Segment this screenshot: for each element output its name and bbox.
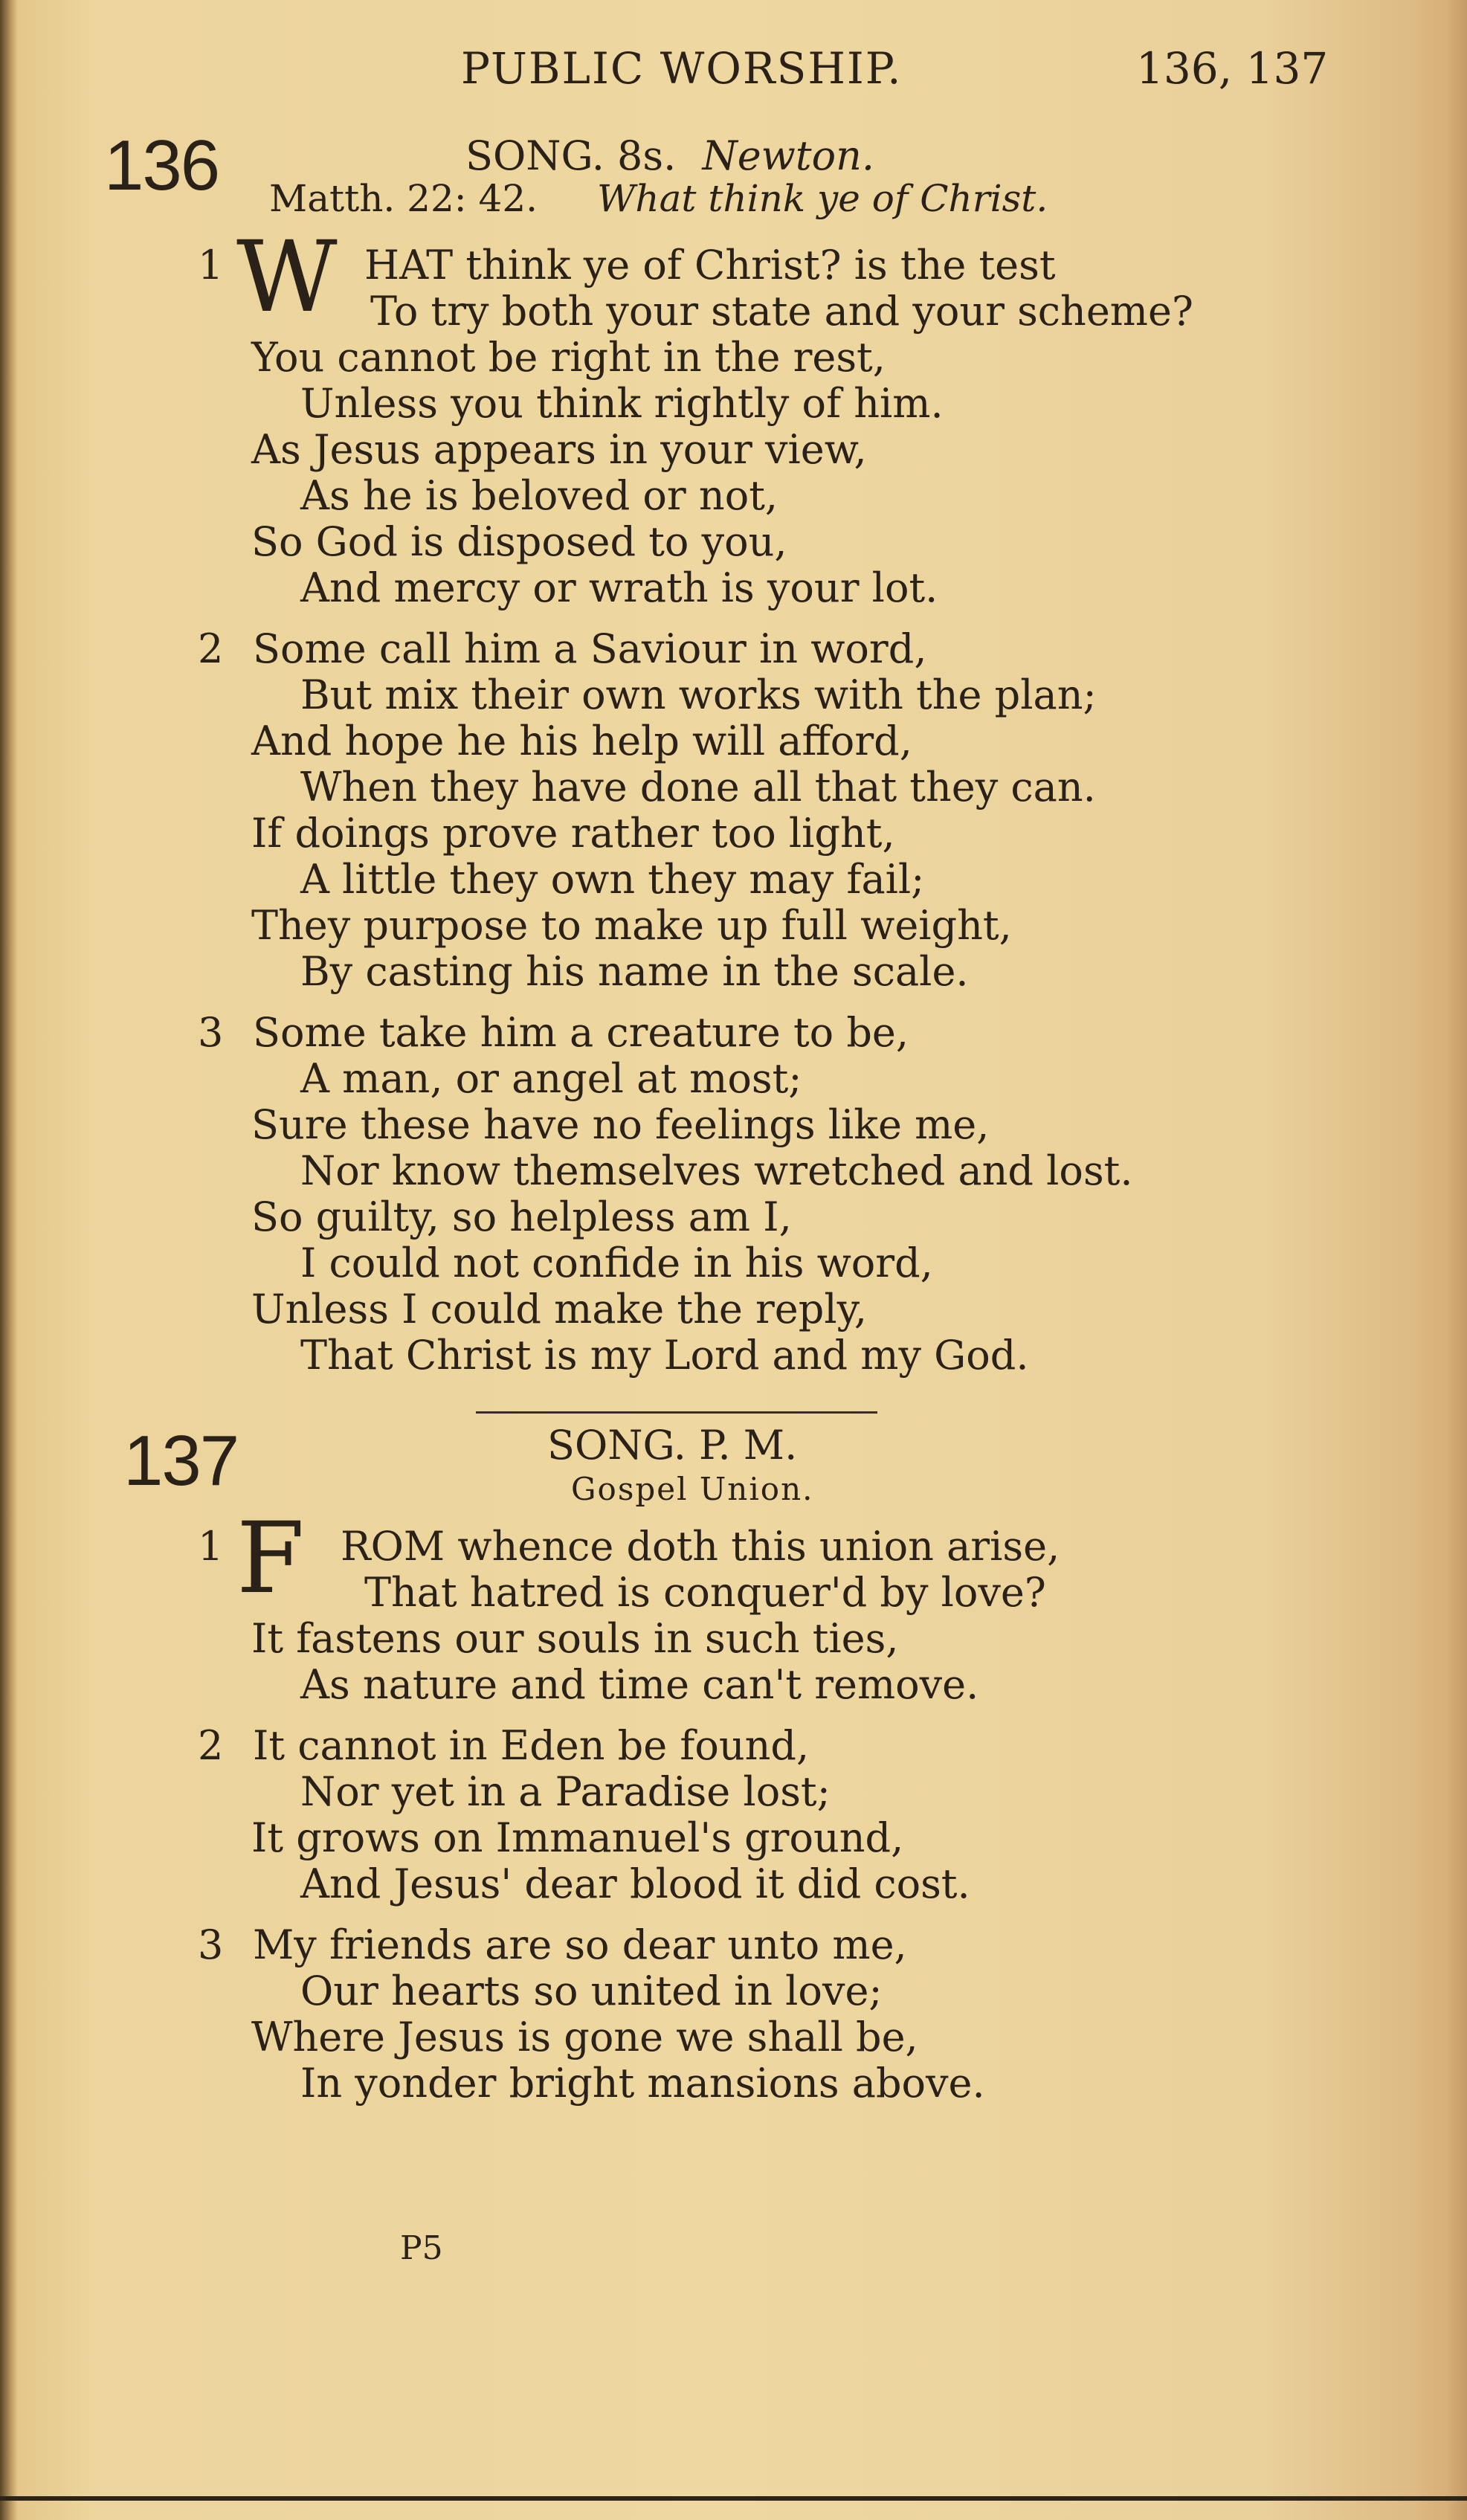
running-header (0, 36, 1467, 103)
verse-line: Sure these have no feelings like me, (251, 1101, 990, 1148)
section-rule (476, 1411, 877, 1414)
running-title: PUBLIC WORSHIP. (461, 43, 903, 94)
verse-line: That hatred is conquer'd by love? (364, 1569, 1046, 1616)
verse-line: Unless you think rightly of him. (300, 380, 944, 427)
verse-line: As Jesus appears in your view, (251, 426, 867, 473)
verse-line: It cannot in Eden be found, (253, 1722, 810, 1769)
hymn-theme: What think ye of Christ. (596, 177, 1048, 220)
verse-line: I could not confide in his word, (300, 1240, 933, 1286)
verse-line: Nor know themselves wretched and lost. (300, 1147, 1133, 1194)
scripture-reference: Matth. 22: 42. (269, 177, 538, 220)
verse-line-first: ROM whence doth this union arise, (341, 1523, 1060, 1570)
song-heading-136 (465, 132, 874, 179)
verse-line: Nor yet in a Paradise lost; (300, 1768, 831, 1815)
verse-number: 1 (198, 1523, 224, 1570)
verse-line: Our hearts so united in love; (300, 1968, 883, 2014)
hymn-number-136: 136 (104, 126, 219, 205)
verse-line: You cannot be right in the rest, (251, 334, 886, 381)
hymn-number-137: 137 (123, 1421, 239, 1501)
verse-line: That Christ is my Lord and my God. (300, 1332, 1029, 1379)
verse-line: Unless I could make the reply, (251, 1286, 868, 1332)
song-label: SONG. 8s. (465, 132, 677, 179)
verse-line: And hope he his help will afford, (251, 718, 912, 764)
verse-line: As nature and time can't remove. (300, 1661, 979, 1708)
verse-number: 3 (198, 1921, 224, 1968)
binding-shadow (0, 0, 18, 2520)
verse-line: By casting his name in the scale. (300, 948, 969, 995)
verse-line: As he is beloved or not, (300, 472, 778, 519)
tune-name: Newton. (702, 132, 875, 179)
bottom-edge (0, 2496, 1467, 2501)
verse-line: Some call him a Saviour in word, (253, 625, 927, 672)
verse-line: My friends are so dear unto me, (253, 1921, 907, 1968)
verse-line: And Jesus' dear blood it did cost. (300, 1860, 970, 1907)
verse-line: To try both your state and your scheme? (370, 288, 1193, 335)
verse-line: And mercy or wrath is your lot. (300, 564, 938, 611)
verse-line: Some take him a creature to be, (253, 1009, 909, 1056)
verse-line: It grows on Immanuel's ground, (251, 1814, 904, 1861)
verse-line-first: HAT think ye of Christ? is the test (364, 242, 1056, 289)
signature-mark: P5 (400, 2229, 443, 2267)
verse-line: A little they own they may fail; (300, 856, 925, 903)
scripture-reference-line (269, 177, 1048, 220)
verse-line: So God is disposed to you, (251, 518, 787, 565)
verse-number: 3 (198, 1009, 224, 1056)
verse-line: So guilty, so helpless am I, (251, 1193, 792, 1240)
page-numbers: 136, 137 (1136, 43, 1329, 94)
verse-line: Where Jesus is gone we shall be, (251, 2014, 918, 2060)
drop-cap: W (236, 220, 338, 335)
verse-number: 1 (198, 242, 224, 289)
verse-line: A man, or angel at most; (300, 1055, 802, 1102)
verse-line: When they have done all that they can. (300, 764, 1096, 811)
song-heading-137: SONG. P. M. (547, 1422, 798, 1469)
verse-line: In yonder bright mansions above. (300, 2060, 985, 2107)
verse-number: 2 (198, 1722, 224, 1769)
verse-line: But mix their own works with the plan; (300, 671, 1097, 718)
page-edge-stain (1415, 0, 1467, 2520)
hymn-subtitle: Gospel Union. (571, 1471, 814, 1507)
drop-cap: F (236, 1501, 305, 1616)
verse-number: 2 (198, 625, 224, 672)
verse-line: They purpose to make up full weight, (251, 902, 1012, 949)
verse-line: It fastens our souls in such ties, (251, 1615, 899, 1662)
verse-line: If doings prove rather too light, (251, 810, 895, 857)
